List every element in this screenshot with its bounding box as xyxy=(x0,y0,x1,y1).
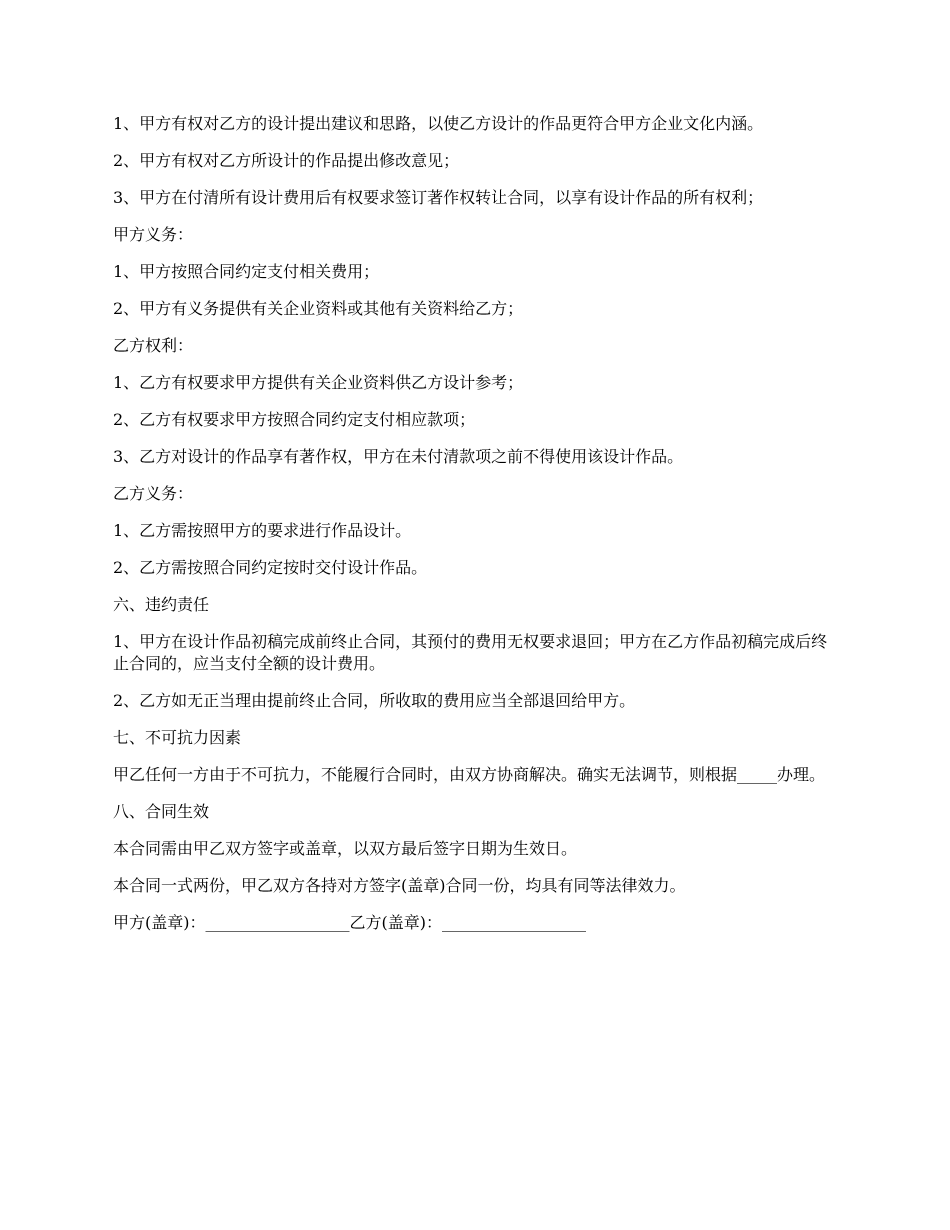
document-body xyxy=(113,113,843,934)
clause-party-a-obligation-1: 1、甲方按照合同约定支付相关费用； xyxy=(113,262,380,281)
clause-party-b-right-1: 1、乙方有权要求甲方提供有关企业资料供乙方设计参考； xyxy=(113,373,524,392)
section-heading-force-majeure: 七、不可抗力因素 xyxy=(113,728,242,747)
clause-force-majeure: 甲乙任何一方由于不可抗力，不能履行合同时，由双方协商解决。确实无法调节，则根据_____办理。 xyxy=(113,765,826,784)
clause-party-b-right-2: 2、乙方有权要求甲方按照合同约定支付相应款项； xyxy=(113,410,476,429)
clause-party-a-obligation-2: 2、甲方有义务提供有关企业资料或其他有关资料给乙方； xyxy=(113,299,524,318)
clause-party-a-right-3: 3、甲方在付清所有设计费用后有权要求签订著作权转让合同，以享有设计作品的所有权利； xyxy=(113,188,764,207)
clause-party-b-right-3: 3、乙方对设计的作品享有著作权，甲方在未付清款项之前不得使用该设计作品。 xyxy=(113,447,684,466)
heading-party-b-rights: 乙方权利： xyxy=(113,336,194,355)
clause-effectiveness-2: 本合同一式两份，甲乙双方各持对方签字(盖章)合同一份，均具有同等法律效力。 xyxy=(113,876,686,895)
section-heading-breach: 六、违约责任 xyxy=(113,595,210,614)
clause-party-a-right-2: 2、甲方有权对乙方所设计的作品提出修改意见； xyxy=(113,151,460,170)
heading-party-a-obligations: 甲方义务： xyxy=(113,225,194,244)
signature-line: 甲方(盖章)：__________________乙方(盖章)：__________________ xyxy=(113,913,586,932)
clause-party-b-obligation-2: 2、乙方需按照合同约定按时交付设计作品。 xyxy=(113,558,428,577)
clause-breach-2: 2、乙方如无正当理由提前终止合同，所收取的费用应当全部退回给甲方。 xyxy=(113,691,636,710)
section-heading-effectiveness: 八、合同生效 xyxy=(113,802,210,821)
clause-effectiveness-1: 本合同需由甲乙双方签字或盖章，以双方最后签字日期为生效日。 xyxy=(113,839,578,858)
clause-party-a-right-1: 1、甲方有权对乙方的设计提出建议和思路，以使乙方设计的作品更符合甲方企业文化内涵。 xyxy=(113,114,764,133)
heading-party-b-obligations: 乙方义务： xyxy=(113,484,194,503)
clause-breach-1: 1、甲方在设计作品初稿完成前终止合同，其预付的费用无权要求退回；甲方在乙方作品初稿完成后终止合同的，应当支付全额的设计费用。 xyxy=(113,632,828,673)
clause-party-b-obligation-1: 1、乙方需按照甲方的要求进行作品设计。 xyxy=(113,521,412,540)
